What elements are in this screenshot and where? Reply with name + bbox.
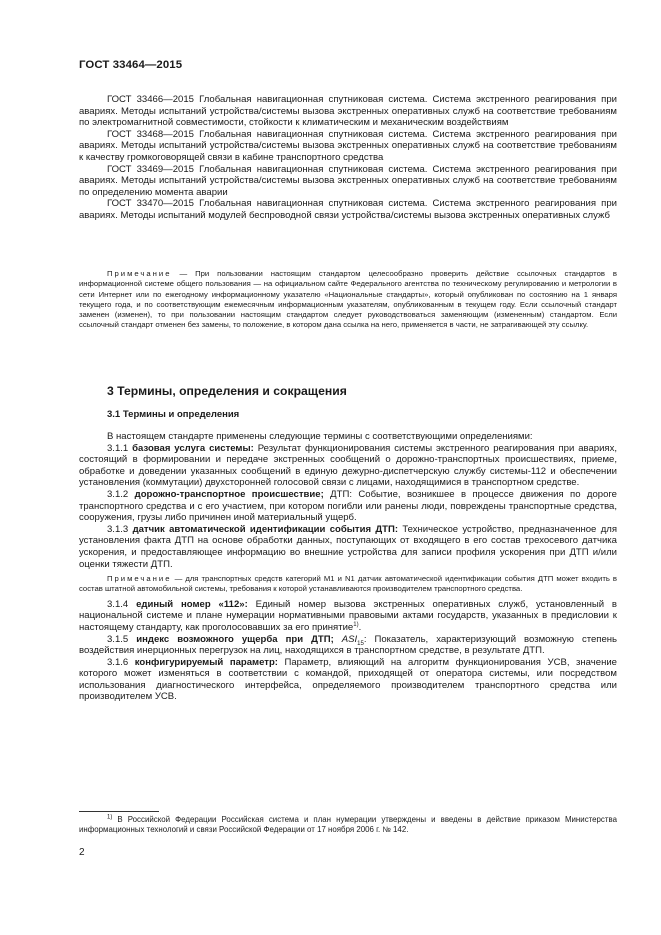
term-definition: 3.1.1 базовая услуга системы: Результат функционирования системы экстренного реагирования при авариях, состоящий в формировании и передаче экстренных сообщений о дорожно-транспортных происшествиях, приеме, обработке и доведении указанных сообщений в единую дежурно-диспетчерскую службу системы-112 и обеспечении установления (коммутации) двухсторонней голосовой связи с лицами, находящимися в транспортном средстве. xyxy=(79,442,618,489)
term-name: дорожно-транспортное происшествие; xyxy=(134,488,324,500)
reference-item: ГОСТ 33470—2015 Глобальная навигационная спутниковая система. Система экстренного реагирования при авариях. Методы испытаний модулей беспроводной связи устройства/системы вызова экстренных оперативных служб xyxy=(79,198,617,221)
note-label: Примечание xyxy=(107,574,172,584)
term-name: датчик автоматической идентификации события ДТП: xyxy=(132,523,399,535)
term-definition: 3.1.5 индекс возможного ущерба при ДТП; $ASI_{15}$: Показатель, характеризующий возможную степень воздействия инерционных перегрузок на лиц, находящихся в транспортном средстве, в результате ДТП. xyxy=(79,633,618,657)
normative-references xyxy=(79,94,617,222)
note-label: Примечание xyxy=(107,269,172,278)
footnote-divider xyxy=(79,811,159,812)
term-name: базовая услуга системы: xyxy=(132,442,254,454)
reference-item: ГОСТ 33466—2015 Глобальная навигационная спутниковая система. Система экстренного реагирования при авариях. Методы испытаний устройства/системы вызова экстренных оперативных служб на соответствие требованиям по электромагнитной совместимости, стойкости к климатическим и механическим воздействиям xyxy=(79,94,617,129)
footnote-ref: 1) xyxy=(353,621,359,628)
term-note xyxy=(79,574,617,595)
document-header: ГОСТ 33464—2015 xyxy=(79,59,183,71)
reference-item: ГОСТ 33469—2015 Глобальная навигационная спутниковая система. Система экстренного реагирования при авариях. Методы испытаний устройства/системы вызова экстренных оперативных служб на соответствие требованиям по определению момента аварии xyxy=(79,163,617,198)
term-name: единый номер «112»: xyxy=(136,598,248,610)
term-name: индекс возможного ущерба при ДТП; xyxy=(136,633,334,645)
page-number: 2 xyxy=(79,847,85,858)
section-heading: 3 Термины, определения и сокращения xyxy=(107,384,347,398)
reference-item: ГОСТ 33468—2015 Глобальная навигационная спутниковая система. Система экстренного реагирования при авариях. Методы испытаний устройства/системы вызова экстренных оперативных служб на соответствие требованиям к качеству громкоговорящей связи в кабине транспортного средства xyxy=(79,128,617,163)
terms-intro: В настоящем стандарте применены следующие термины с соответствующими определениями: xyxy=(107,431,533,442)
term-definition: 3.1.3 датчик автоматической идентификации события ДТП: Техническое устройство, предназначенное для установления факта ДТП на основе обработки данных, поступающих от входящего в его состав трехосевого датчика ускорения, и предоставляющее информацию во внешние устройства для записи профиля ускорения при ДТП и/или оценки тяжести ДТП. xyxy=(79,523,617,570)
note-text: — При пользовании настоящим стандартом целесообразно проверить действие ссылочных стандартов в информационной системе общего пользования — на официальном сайте Федерального агентства по техническому регулированию и метрологии в сети Интернет или по ежегодному информационному указателю «Национальные стандарты», который опубликован по состоянию на 1 января текущего года, и по соответствующим ежемесячным информационным указателям, опубликованным в текущем году. Если ссылочный стандарт заменен (изменен), то при пользовании настоящим стандартом следует руководствоваться заменяющим (измененным) стандартом. Если ссылочный стандарт отменен без замены, то положение, в котором дана ссылка на него, применяется в части, не затрагивающей эту ссылку. xyxy=(79,269,617,330)
subsection-heading: 3.1 Термины и определения xyxy=(107,409,240,420)
note-text: — для транспортных средств категорий M1 и N1 датчик автоматической идентификации события ДТП может входить в состав штатной автомобильной системы, требования к которой устанавливаются производителем транспортного средства. xyxy=(79,574,617,594)
term-definition: 3.1.2 дорожно-транспортное происшествие; ДТП: Событие, возникшее в процессе движения по дороге транспортного средства и с его участием, при котором погибли или ранены люди, повреждены транспортные средства, сооружения, грузы либо причинен иной материальный ущерб. xyxy=(79,488,617,524)
term-definition: 3.1.4 единый номер «112»: Единый номер вызова экстренных оперативных служб, установленный в национальной системе и плане нумерации нормативными правовыми актами государств, указанных в предисловии к настоящему стандарту, как проголосовавших за его принятие$^{1)}$. xyxy=(79,598,617,633)
footnote: $^{1)}$ В Российской Федерации Российская система и план нумерации утверждены и введены в действие приказом Министерства информационных технологий и связи Российской Федерации от 17 ноября 2006 г. № 142. xyxy=(79,814,617,835)
references-note xyxy=(79,269,617,331)
term-name: конфигурируемый параметр: xyxy=(134,656,278,668)
term-definition: 3.1.6 конфигурируемый параметр: Параметр, влияющий на алгоритм функционирования УСВ, значение которого может изменяться в соответствии с командой, приходящей от оператора системы, или посредством использования диагностического интерфейса, определяемого производителем транспортного средства или производителем УСВ. xyxy=(79,656,617,703)
terms-list xyxy=(79,431,617,703)
